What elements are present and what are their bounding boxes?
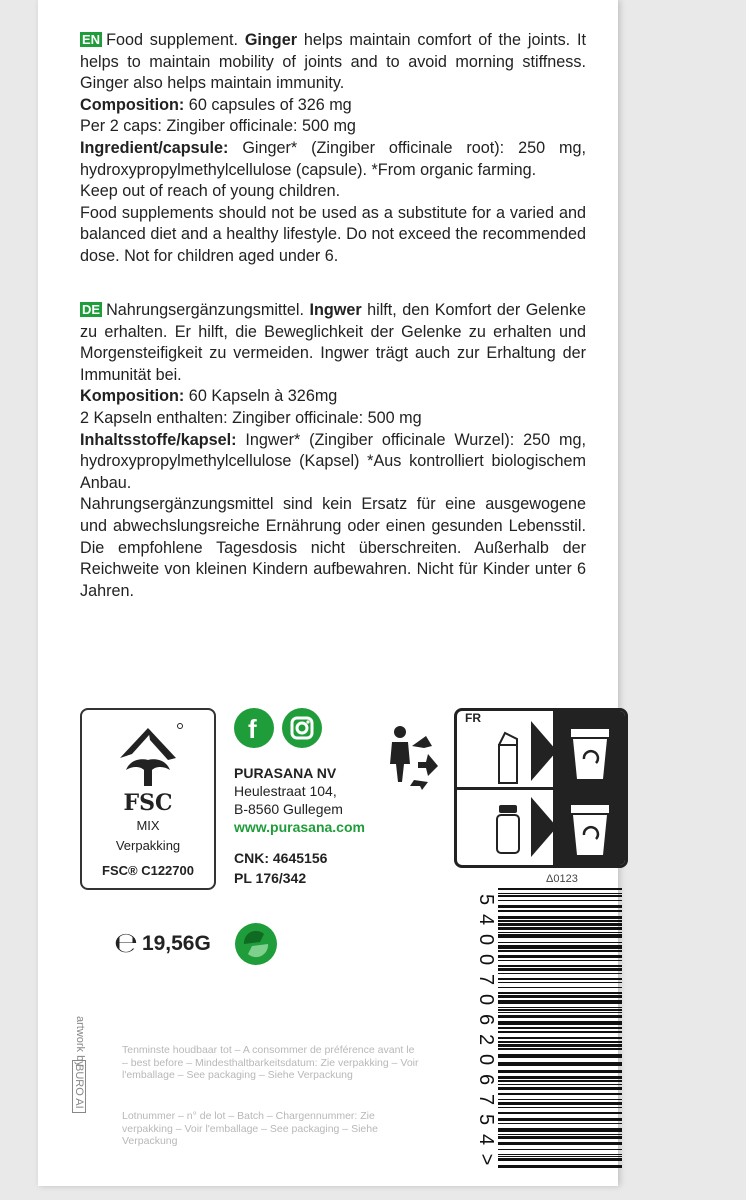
en-per-2-caps: Per 2 caps: Zingiber officinale: 500 mg — [80, 117, 356, 136]
estimated-sign-icon: ℮ — [114, 926, 138, 959]
triman-icon — [374, 718, 446, 792]
green-dot-icon — [234, 922, 278, 966]
barcode — [498, 888, 622, 1168]
de-intro-pre: Nahrungsergänzungsmittel. — [106, 301, 310, 319]
en-warning: Food supplements should not be used as a substitute for a varied and balanced diet and a healthy lifestyle. Do not exceed the recommended dose. Not for children aged under 6. — [80, 203, 586, 265]
barcode-bar — [498, 978, 622, 980]
de-per-2-caps: 2 Kapseln enthalten: Zingiber officinale: 500 mg — [80, 408, 422, 427]
barcode-bar — [498, 888, 622, 890]
barcode-bar — [498, 1037, 622, 1039]
barcode-bar — [498, 905, 622, 908]
recycling-country: FR — [465, 711, 481, 725]
barcode-bar — [498, 923, 622, 926]
barcode-chevron: > — [475, 1153, 498, 1166]
net-weight — [114, 926, 211, 959]
barcode-bar — [498, 893, 622, 894]
barcode-bar — [498, 1123, 622, 1124]
net-weight-value: 19,56G — [141, 932, 211, 955]
barcode-digit: 7 — [475, 1093, 498, 1106]
barcode-bar — [498, 1112, 622, 1114]
barcode-bar — [498, 955, 622, 958]
barcode-bar — [498, 942, 622, 943]
barcode-bar — [498, 1165, 622, 1168]
barcode-bar — [498, 960, 622, 961]
fsc-tree-icon — [110, 720, 186, 790]
en-ingredients — [80, 138, 586, 181]
company-address — [234, 764, 365, 836]
german-section — [80, 300, 586, 602]
barcode-digit: 5 — [475, 893, 498, 906]
en-ingredient-value: Ginger* (Zingiber officinale root): 250 mg, hydroxypropylmethylcellulose (capsule). *From organic farming. — [80, 138, 586, 179]
barcode-digit: 7 — [475, 973, 498, 986]
barcode-bar — [498, 1080, 622, 1082]
barcode-bar — [498, 895, 622, 897]
en-composition-label: Composition: — [80, 95, 185, 114]
barcode-bar — [498, 1007, 622, 1008]
de-warning: Nahrungsergänzungsmittel sind kein Ersatz für eine ausgewogene und abwechslungsreiche Ernährung oder einen gesunden Lebensstil. Die empfohlene Tagesdosis nicht überschreiten. Außerhalb der Reichweite von kleinen Kindern aufbewahren. Nicht für Kinder unter 6 Jahren. — [80, 495, 586, 600]
en-composition — [80, 95, 586, 117]
de-intro-post: hilft, den Komfort der Gelenke zu erhalten. Er hilft, die Beweglichkeit der Gelenke zu erhalten und Morgensteifigkeit zu vermeiden. Ingwer trägt auch zur Erhaltung der Immunität bei. — [80, 301, 586, 384]
barcode-bar — [498, 1044, 622, 1047]
en-intro — [80, 30, 586, 95]
en-ingredient-label: Ingredient/capsule: — [80, 138, 229, 157]
barcode-bar — [498, 1102, 622, 1105]
lot-number-note: Lotnummer – n° de lot – Batch – Chargennummer: Zie verpakking – Voir l'emballage – See packaging – Siehe Verpackung — [122, 1110, 378, 1147]
de-ingredient-value: Ingwer* (Zingiber officinale Wurzel): 250 mg, hydroxypropylmethylcellulose (Kapsel) *Aus kontrolliert biologischem Anbau. — [80, 430, 586, 492]
barcode-bar — [498, 1031, 622, 1033]
en-badge: EN — [82, 32, 101, 47]
barcode-bar — [498, 1084, 622, 1085]
pl-code: PL 176/342 — [234, 870, 307, 886]
de-composition-label: Komposition: — [80, 387, 185, 406]
de-intro — [80, 300, 586, 386]
barcode-bar — [498, 1154, 622, 1155]
en-keep-out: Keep out of reach of young children. — [80, 182, 341, 201]
barcode-bar — [498, 932, 622, 933]
barcode-digit: 0 — [475, 1053, 498, 1066]
barcode-digit: 0 — [475, 933, 498, 946]
barcode-bar — [498, 916, 622, 919]
de-composition-value: 60 Kapseln à 326mg — [184, 387, 338, 406]
barcode-bar — [498, 910, 622, 912]
barcode-bar — [498, 1009, 622, 1011]
barcode-bar — [498, 1128, 622, 1132]
recycle-bin-icon — [567, 725, 613, 781]
barcode-bar — [498, 945, 622, 949]
fsc-logo-text: FSC — [123, 790, 173, 816]
de-badge: DE — [82, 302, 101, 317]
cnk-code: CNK: 4645156 — [234, 850, 328, 866]
barcode-bar — [498, 1012, 622, 1013]
barcode-digit: 0 — [475, 993, 498, 1006]
barcode-bar — [498, 920, 622, 922]
barcode-bar — [498, 1021, 622, 1025]
en-intro-post: helps maintain comfort of the joints. It helps to maintain mobility of joints and to avoid morning stiffness. Ginger also helps maintain immunity. — [80, 31, 587, 93]
recycle-bin-icon — [567, 801, 613, 857]
barcode-bar — [498, 1062, 622, 1066]
barcode-bar — [498, 1087, 622, 1090]
barcode-digit: 4 — [475, 913, 498, 926]
barcode-bar — [498, 992, 622, 994]
barcode-bar — [498, 1054, 622, 1058]
artwork-credit: artwork by — [74, 1016, 86, 1067]
barcode-number — [476, 888, 498, 1168]
barcode-bar — [498, 973, 622, 974]
de-ingredients — [80, 430, 586, 495]
en-product-name: Ginger — [244, 31, 297, 49]
barcode-bar — [498, 1136, 622, 1139]
fsc-license: FSC® C122700 — [102, 863, 194, 878]
label-panel — [38, 0, 618, 1186]
recycling-code: Δ0123 — [546, 873, 578, 885]
de-ingredient-label: Inhaltsstoffe/kapsel: — [80, 430, 237, 449]
barcode-digit: 5 — [475, 1113, 498, 1126]
company-website-link[interactable]: www.purasana.com — [234, 819, 365, 835]
barcode-bar — [498, 1099, 622, 1100]
en-composition-value: 60 capsules of 326 mg — [184, 95, 352, 114]
barcode-digit: 2 — [475, 1033, 498, 1046]
barcode-bar — [498, 987, 622, 988]
bottle-icon — [493, 803, 523, 857]
barcode-bar — [498, 1000, 622, 1004]
barcode-bar — [498, 927, 622, 930]
fsc-verpakking: Verpakking — [115, 838, 181, 853]
barcode-bar — [498, 1107, 622, 1108]
barcode-bar — [498, 995, 622, 998]
barcode-bar — [498, 1093, 622, 1095]
barcode-bar — [498, 1118, 622, 1121]
barcode-bar — [498, 1156, 622, 1157]
english-section — [80, 30, 586, 268]
company-name: PURASANA NV — [234, 765, 337, 781]
barcode-bar — [498, 982, 622, 983]
instagram-icon[interactable] — [282, 708, 322, 748]
barcode-bar — [498, 1142, 622, 1145]
barcode-bar — [498, 968, 622, 971]
barcode-bar — [498, 900, 622, 901]
barcode-bar — [498, 1134, 622, 1135]
en-intro-pre: Food supplement. — [106, 31, 245, 49]
facebook-icon[interactable] — [234, 708, 274, 748]
fsc-mix: MIX — [136, 818, 160, 833]
company-street: Heulestraat 104, — [234, 783, 337, 799]
barcode-bar — [498, 1076, 622, 1079]
barcode-digit: 0 — [475, 953, 498, 966]
barcode-digit: 4 — [475, 1133, 498, 1146]
barcode-bar — [498, 1070, 622, 1073]
barcode-bar — [498, 965, 622, 967]
recycling-info-box — [454, 708, 628, 868]
barcode-bar — [498, 1149, 622, 1150]
barcode-digit: 6 — [475, 1013, 498, 1026]
de-composition — [80, 386, 586, 408]
barcode-bar — [498, 950, 622, 952]
svg-text:f: f — [248, 714, 257, 744]
product-codes — [234, 848, 327, 888]
buro-credit: BURO AI — [72, 1060, 86, 1113]
barcode-bar — [498, 1041, 622, 1043]
best-before-note: Tenminste houdbaar tot – A consommer de préférence avant le – best before – Mindesthaltbarkeitsdatum: Zie verpakking – Voir l'emballage – See packaging – Siehe Verpackung — [122, 1044, 419, 1081]
fsc-certification-box — [80, 708, 216, 890]
carton-icon — [493, 729, 523, 785]
barcode-bar — [498, 1027, 622, 1029]
company-city: B-8560 Gullegem — [234, 801, 343, 817]
barcode-bar — [498, 1048, 622, 1050]
barcode-bar — [498, 934, 622, 938]
barcode-digit: 6 — [475, 1073, 498, 1086]
barcode-bar — [498, 1015, 622, 1018]
de-product-name: Ingwer — [309, 301, 362, 319]
barcode-bar — [498, 1158, 622, 1161]
